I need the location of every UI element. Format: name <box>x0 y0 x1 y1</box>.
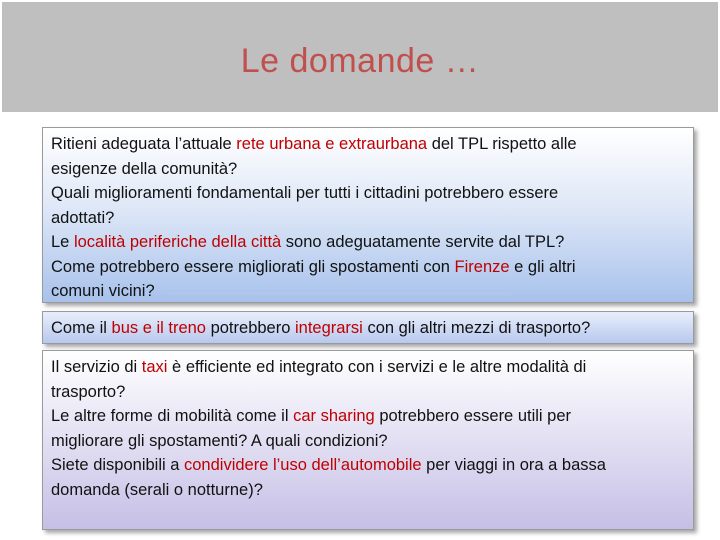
questions-box-bus-train <box>42 311 694 344</box>
highlight-text: integrarsi <box>294 319 363 337</box>
question-text: Ritieni adeguata l’attuale <box>51 135 237 153</box>
highlight-text: Firenze <box>454 257 510 276</box>
question-line <box>51 404 685 429</box>
question-text: Le <box>51 233 74 251</box>
highlight-text: località periferiche della città <box>73 233 282 251</box>
question-line: esigenze della comunità? <box>51 159 238 178</box>
question-line <box>51 230 685 255</box>
question-text: potrebbero <box>206 319 295 337</box>
question-line <box>51 355 685 380</box>
question-text: è efficiente ed integrato con i servizi e le altre modalità di <box>167 358 587 376</box>
highlight-text: condividere l’uso dell’automobile <box>184 456 422 474</box>
question-line: migliorare gli spostamenti? A quali condizioni? <box>51 431 388 450</box>
question-line: trasporto? <box>51 382 126 401</box>
question-line <box>51 132 685 157</box>
highlight-text: car sharing <box>293 407 375 425</box>
question-text: con gli altri mezzi di trasporto? <box>362 319 591 337</box>
divider <box>168 293 510 294</box>
questions-box-taxi-sharing <box>42 350 694 530</box>
slide-title: Le domande … <box>240 42 480 80</box>
question-text: Il servizio di <box>51 358 142 376</box>
highlight-text: rete urbana e extraurbana <box>236 135 428 153</box>
question-line <box>51 255 685 280</box>
question-text: sono adeguatamente servite dal TPL? <box>281 233 565 251</box>
highlight-text: taxi <box>141 358 168 376</box>
question-text: Come potrebbero essere migliorati gli spostamenti con <box>51 257 455 276</box>
question-line: Quali miglioramenti fondamentali per tutti i cittadini potrebbero essere <box>51 184 559 202</box>
question-line: adottati? <box>51 208 115 227</box>
questions-box-urban-transport <box>42 127 694 303</box>
question-text: potrebbero essere utili per <box>374 407 572 425</box>
question-line <box>51 453 685 478</box>
question-text: Come il <box>51 319 112 337</box>
question-text: per viaggi in ora a bassa <box>421 456 606 474</box>
question-text: e gli altri <box>509 257 576 276</box>
question-text: Le altre forme di mobilità come il <box>51 407 294 425</box>
question-text: Siete disponibili a <box>51 456 184 474</box>
question-line: comuni vicini? <box>51 282 155 300</box>
question-line: domanda (serali o notturne)? <box>51 480 263 499</box>
highlight-text: bus e il treno <box>111 319 206 337</box>
question-line <box>51 316 685 341</box>
question-text: del TPL rispetto alle <box>427 135 577 153</box>
